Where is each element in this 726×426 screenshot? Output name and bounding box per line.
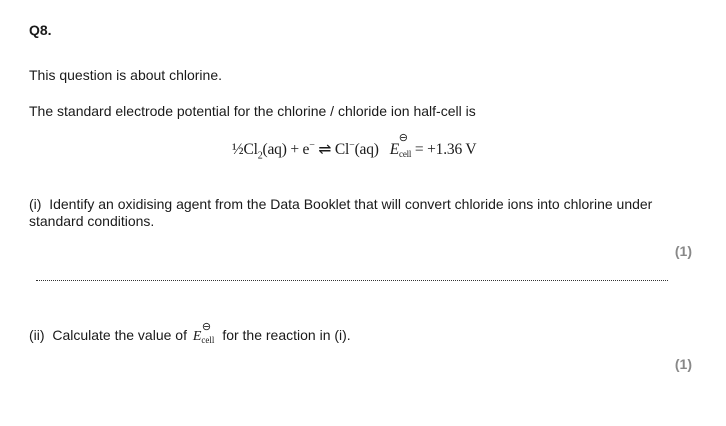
part-ii-label: (ii) [29, 327, 45, 343]
ecell-subscript: cell [399, 149, 412, 160]
equation-rhs-charge: − [349, 140, 355, 151]
equation-half: ½ [232, 141, 244, 159]
equation-equilibrium-arrow: ⇌ [318, 141, 332, 159]
half-cell-equation [232, 132, 477, 162]
standard-state-inline-symbol: ⊖ [201, 321, 212, 333]
part-ii-marks: (1) [674, 356, 692, 372]
question-intro: This question is about chlorine. [29, 67, 222, 83]
part-ii-question [29, 321, 351, 345]
part-i-question [29, 196, 669, 230]
question-stem: The standard electrode potential for the chlorine / chloride ion half-cell is [29, 103, 476, 119]
part-i-label: (i) [29, 196, 42, 212]
part-ii-text-after: for the reaction in (i). [222, 327, 351, 343]
equation-electron-charge: − [309, 140, 315, 151]
part-i-marks: (1) [674, 243, 692, 259]
equation-lhs-subscript: 2 [257, 150, 263, 162]
equation-lhs-state: (aq) + e [262, 141, 310, 159]
standard-state-symbol: ⊖ [398, 132, 408, 145]
equation-lhs-species: Cl [243, 141, 258, 159]
part-ii-text-before: Calculate the value of [52, 327, 187, 343]
part-i-text: Identify an oxidising agent from the Data Booklet that will convert chloride ions into chlorine under standard conditions. [29, 196, 653, 229]
equation-rhs-state: (aq) [354, 141, 379, 159]
ecell-inline-subscript: cell [201, 335, 215, 345]
answer-line[interactable] [36, 280, 668, 281]
equation-ecell-symbol: E ⊖ cell [389, 132, 412, 160]
equation-value: = +1.36 V [414, 141, 477, 159]
question-number: Q8. [29, 22, 52, 38]
ecell-inline-symbol: E ⊖ $_{cell}$ [192, 321, 215, 345]
equation-rhs-species: Cl [334, 141, 350, 159]
